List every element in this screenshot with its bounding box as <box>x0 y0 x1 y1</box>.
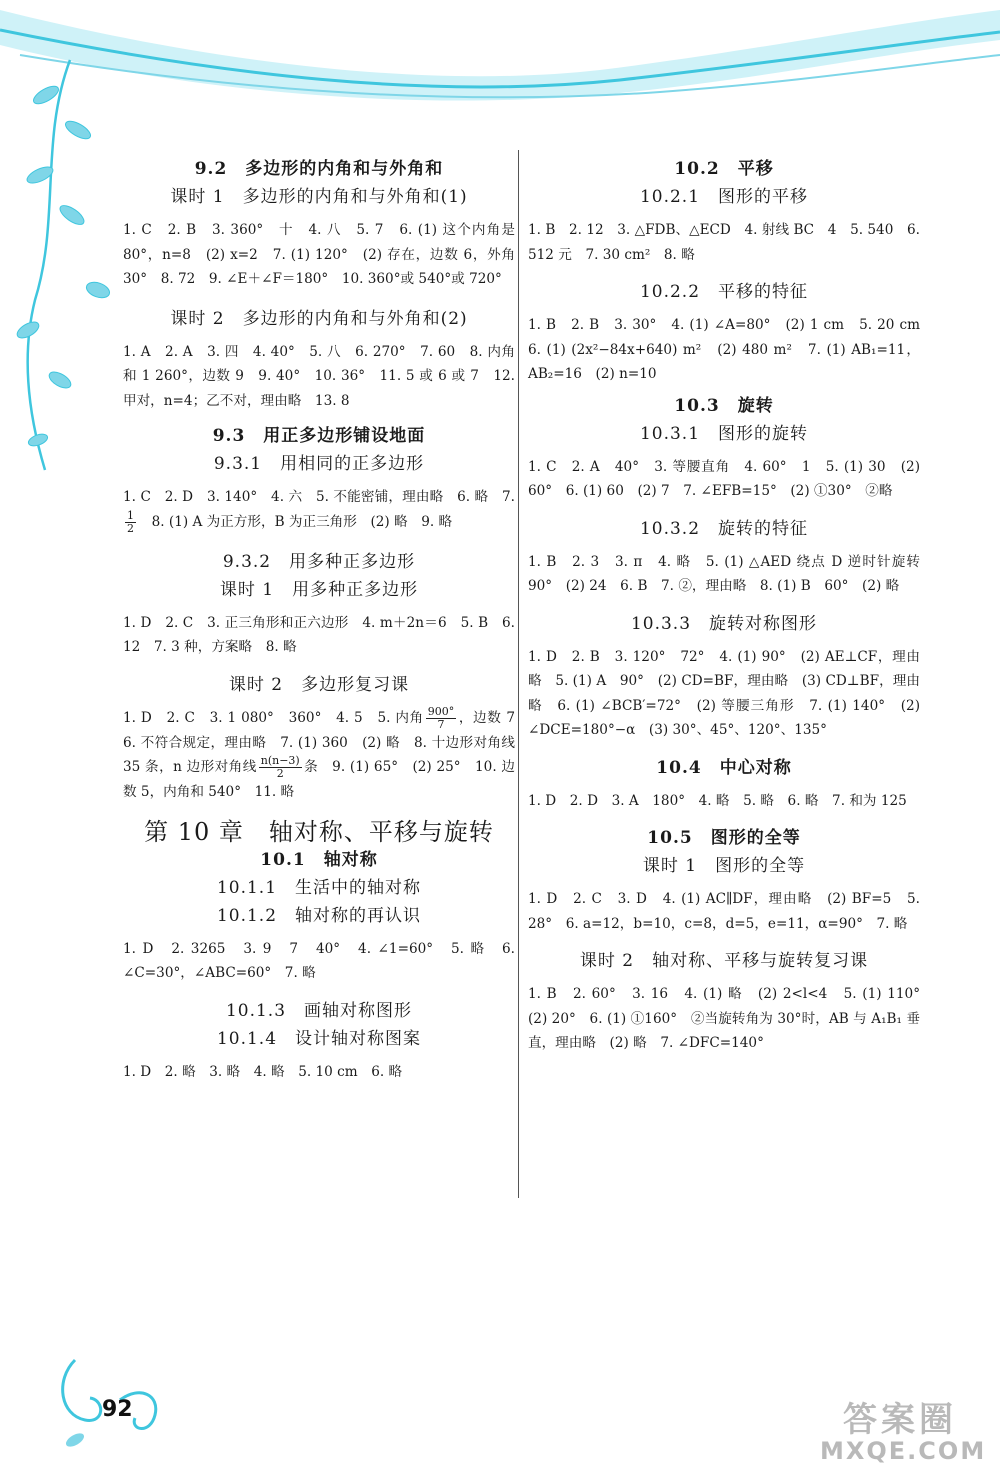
section-heading-10-1: 10.1 轴对称 <box>260 849 378 870</box>
lesson-title: 课时 1 多边形的内角和与外角和(1) <box>170 187 468 207</box>
lesson-title: 课时 2 轴对称、平移与旋转复习课 <box>579 951 869 971</box>
section-heading-10-2: 10.2 平移 <box>674 159 774 179</box>
answer-block: 1. C 2. B 3. 360° 十 4. 八 5. 7 6. (1) 这个内角是 80°，n=8 (2) x=2 7. (1) 120° (2) 存在，边数 6，外角 30° 8. 72 9. ∠E＋∠F＝180° 10. 360°或 540°或 720° <box>123 222 515 287</box>
answer-block: 1. C 2. A 40° 3. 等腰直角 4. 60° 1 5. (1) 30 (2) 60° 6. (1) 60 (2) 7 7. ∠EFB=15° (2) ①30° ②略 <box>528 458 920 499</box>
fraction: $\frac{n(n-3)}{2}$ <box>260 754 300 780</box>
left-column <box>123 150 529 1084</box>
answer-block: 1. A 2. A 3. 四 4. 40° 5. 八 6. 270° 7. 60 8. 内角和 1 260°，边数 9 9. 40° 10. 36° 11. 5 或 6 或 7 12. 甲对，n=4；乙不对，理由略 13. 8 <box>123 343 515 409</box>
subsection-title: 10.1.1 生活中的轴对称 <box>216 877 422 898</box>
answer-block: 1. C 2. D 3. 140° 4. 六 5. 不能密铺，理由略 6. 略 7. $\frac{1}{2}$ 8. (1) A 为正方形，B 为正三角形 (2) 略 9. 略 <box>123 489 515 535</box>
lesson-title: 课时 2 多边形复习课 <box>228 674 410 695</box>
subsection-title: 10.1.2 轴对称的再认识 <box>216 905 422 926</box>
right-column <box>528 150 934 1056</box>
section-heading-10-4: 10.4 中心对称 <box>656 757 792 778</box>
lesson-title: 课时 1 图形的全等 <box>642 856 806 876</box>
page-number: 92 <box>102 1397 133 1422</box>
section-heading-10-3: 10.3 旋转 <box>674 395 774 416</box>
fraction: $\frac{900^\circ}{7}$ <box>427 704 455 731</box>
subsection-title: 9.3.2 用多种正多边形 <box>222 551 416 572</box>
answer-block: 1. B 2. B 3. 30° 4. (1) ∠A=80° (2) 1 cm 5. 20 cm 6. (1) (2x²−84x+640) m² (2) 480 m² 7. (1) AB₁=11，AB₂=16 (2) n=10 <box>528 317 934 382</box>
answer-block: 1. B 2. 3 3. π 4. 略 5. (1) △AED 绕点 D 逆时针旋转 90° (2) 24 6. B 7. ②，理由略 8. (1) B 60° (2) 略 <box>528 553 920 594</box>
answer-block: 1. D 2. 略 3. 略 4. 略 5. 10 cm 6. 略 <box>123 1063 403 1080</box>
answer-block: 1. D 2. 3265 3. 9 7 40° 4. ∠1=60° 5. 略 6. ∠C=30°，∠ABC=60° 7. 略 <box>123 940 515 981</box>
subsection-title: 10.3.1 图形的旋转 <box>639 423 809 444</box>
section-heading-9-3: 9.3 用正多边形铺设地面 <box>212 426 426 446</box>
chapter-title: 第 10 章 轴对称、平移与旋转 <box>144 817 494 846</box>
answer-block: 1. D 2. C 3. 1 080° 360° 4. 5 5. 内角 $\frac{900^\circ}{7}$ ，边数 7 6. 不符合规定，理由略 7. (1) 360 (2) 略 8. 十边形对角线 35 条，n 边形对角线 $\frac{n(n-3)}{2}$ 条 9. (1) 65° (2) 25° 10. 边数 5，内角和 540° 11. 略 <box>123 704 529 800</box>
subsection-title: 10.2.2 平移的特征 <box>639 282 809 302</box>
subsection-title: 10.1.4 设计轴对称图案 <box>216 1028 422 1049</box>
section-heading-10-5: 10.5 图形的全等 <box>647 828 801 848</box>
subsection-title: 10.3.3 旋转对称图形 <box>630 613 818 634</box>
section-heading-9-2: 9.2 多边形的内角和与外角和 <box>194 159 444 179</box>
answer-block: 1. D 2. C 3. 正三角形和正六边形 4. m＋2n＝6 5. B 6. 12 7. 3 种，方案略 8. 略 <box>123 614 515 655</box>
answer-block: 1. D 2. C 3. D 4. (1) AC∥DF，理由略 (2) BF=5 5. 28° 6. a=12，b=10，c=8，d=5，e=11，α=90° 7. 略 <box>528 891 920 932</box>
subsection-title: 9.3.1 用相同的正多边形 <box>213 454 425 474</box>
answer-block: 1. D 2. B 3. 120° 72° 4. (1) 90° (2) AE⊥CF，理由略 5. (1) A 90° (2) CD=BF，理由略 (3) CD⊥BF，理由略 6. (1) ∠BCB′=72° (2) 等腰三角形 7. (1) 140° (2) ∠DCE=180°−α (3) 30°、45°、120°、135° <box>528 648 920 738</box>
lesson-title: 课时 1 用多种正多边形 <box>219 579 419 600</box>
answer-block: 1. D 2. D 3. A 180° 4. 略 5. 略 6. 略 7. 和为 125 <box>528 792 907 809</box>
column-divider <box>518 150 519 1198</box>
subsection-title: 10.1.3 画轴对称图形 <box>225 1000 413 1021</box>
subsection-title: 10.3.2 旋转的特征 <box>639 518 809 539</box>
fraction: $\frac{1}{2}$ <box>127 508 134 535</box>
subsection-title: 10.2.1 图形的平移 <box>639 187 809 207</box>
answer-block: 1. B 2. 12 3. △FDB、△ECD 4. 射线 BC 4 5. 540 6. 512 元 7. 30 cm² 8. 略 <box>528 222 920 263</box>
answer-block: 1. B 2. 60° 3. 16 4. (1) 略 (2) 2<l<4 5. (1) 110° (2) 20° 6. (1) ①160° ②当旋转角为 30°时，AB 与 A₁B₁ 垂直，理由略 (2) 略 7. ∠DFC=140° <box>528 986 934 1051</box>
lesson-title: 课时 2 多边形的内角和与外角和(2) <box>170 308 468 329</box>
watermark: 答案圈 MXQE.COM <box>820 1400 987 1465</box>
